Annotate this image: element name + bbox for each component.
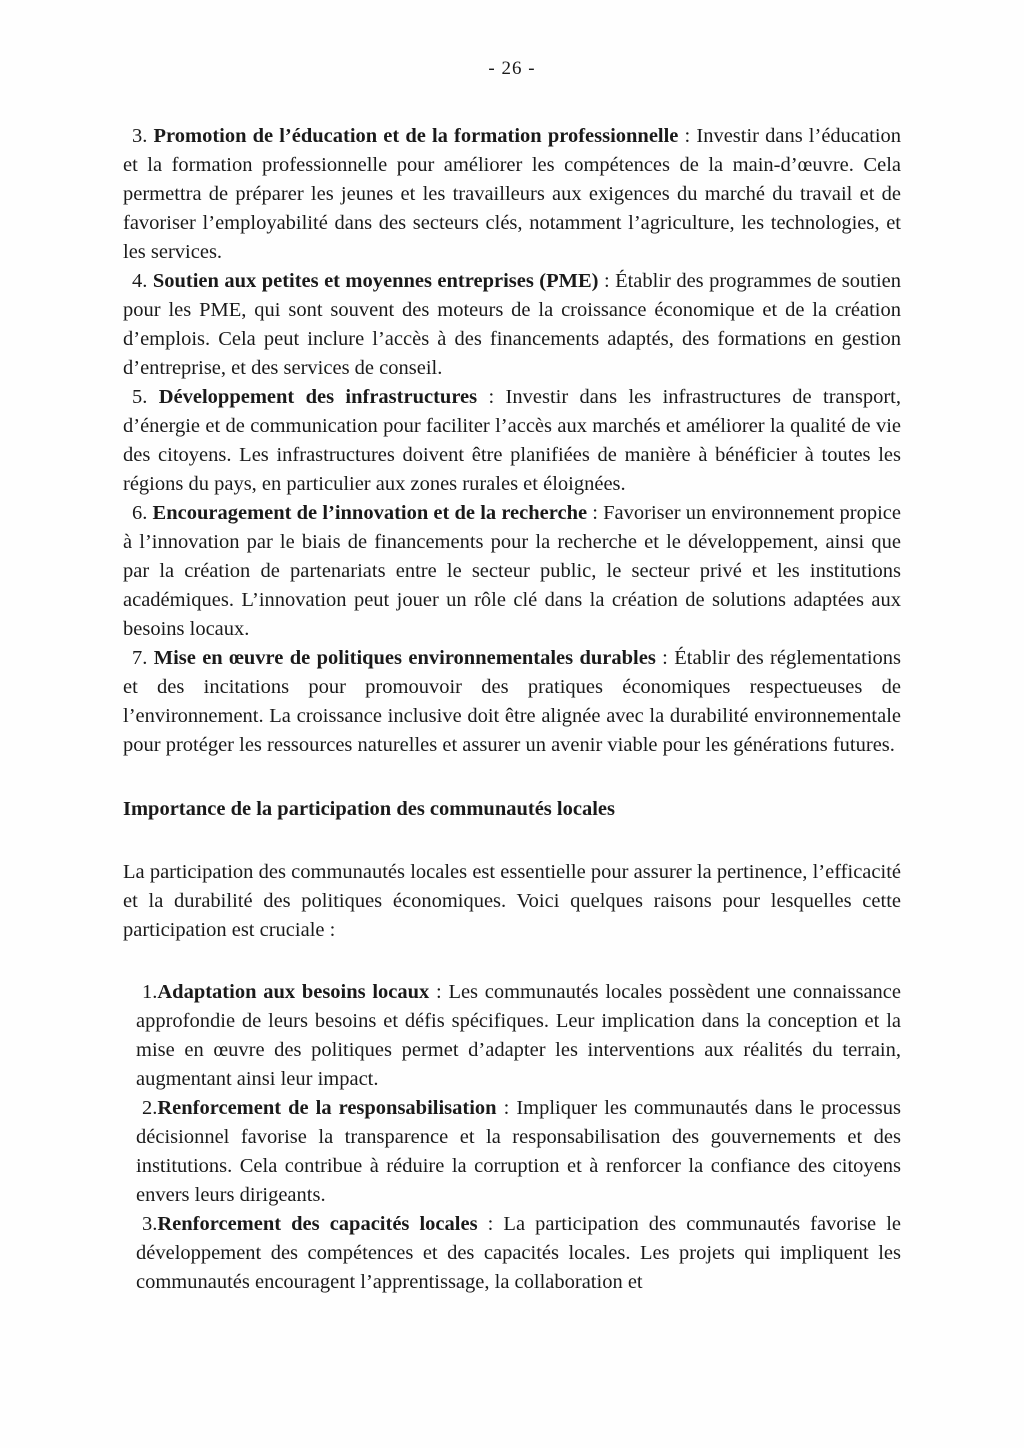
section-heading-participation: Importance de la participation des communautés locales xyxy=(123,798,615,820)
list-item-soutien-pme xyxy=(123,267,901,383)
item-body: Investir dans les infrastructures de transport, d’énergie et de communication pour faciliter l’accès aux marchés et améliorer la qualité de vie des citoyens. Les infrastructures doivent être planifiées de manière à bénéficier à toutes les régions du pays, en particulier aux zones rurales et éloignées. xyxy=(123,386,902,495)
item-title: Soutien aux petites et moyennes entreprises (PME) xyxy=(152,270,599,292)
item-body: Les communautés locales possèdent une connaissance approfondie de leurs besoins et défis spécifiques. Leur implication dans la conception et la mise en œuvre des politiques permet d’adapter les interventions aux réalités du terrain, augmentant ainsi leur impact. xyxy=(136,981,901,1090)
list-item-promotion-education xyxy=(123,122,901,267)
item-number: 1. xyxy=(142,981,158,1003)
list-item-developpement-infrastructures xyxy=(123,383,901,499)
item-separator: : xyxy=(684,125,691,147)
list-item-adaptation-besoins xyxy=(136,978,901,1094)
page-number: - 26 - xyxy=(488,58,536,79)
item-number: 6. xyxy=(132,502,148,524)
item-separator: : xyxy=(503,1097,510,1119)
item-body: Favoriser un environnement propice à l’innovation par le biais de financements pour la recherche et le développement, ainsi que par la création de partenariats entre le secteur public, le secteur privé et les institutions académiques. L’innovation peut jouer un rôle clé dans la création de solutions adaptées aux besoins locaux. xyxy=(123,502,901,640)
participation-list xyxy=(123,978,901,1297)
item-number: 4. xyxy=(132,270,148,292)
list-item-renforcement-capacites xyxy=(136,1210,901,1297)
list-item-encouragement-innovation xyxy=(123,499,901,644)
item-title: Adaptation aux besoins locaux xyxy=(157,981,430,1003)
item-number: 7. xyxy=(132,647,148,669)
item-body: Établir des programmes de soutien pour les PME, qui sont souvent des moteurs de la croissance économique et de la création d’emplois. Cela peut inclure l’accès à des financements adaptés, des formations en gestion d’entreprise, et des services de conseil. xyxy=(123,270,902,379)
item-separator: : xyxy=(592,502,598,524)
item-title: Mise en œuvre de politiques environnementales durables xyxy=(153,647,656,669)
item-separator: : xyxy=(603,270,610,292)
item-body: Investir dans l’éducation et la formation professionnelle pour améliorer les compétences de la main-d’œuvre. Cela permettra de préparer les jeunes et les travailleurs aux exigences du marché du travail et de favoriser l’employabilité dans des secteurs clés, notamment l’agriculture, les technologies, et les services. xyxy=(123,125,902,263)
item-title: Développement des infrastructures xyxy=(158,386,478,408)
item-body: Établir des réglementations et des incitations pour promouvoir des pratiques économiques respectueuses de l’environnement. La croissance inclusive doit être alignée avec la durabilité environnementale pour protéger les ressources naturelles et assurer un avenir viable pour les générations futures. xyxy=(123,647,901,756)
item-title: Encouragement de l’innovation et de la recherche xyxy=(152,502,588,524)
item-separator: : xyxy=(488,386,495,408)
item-number: 3. xyxy=(132,125,148,147)
item-separator: : xyxy=(662,647,668,669)
item-title: Renforcement de la responsabilisation xyxy=(157,1097,497,1119)
item-body: La participation des communautés favorise le développement des compétences et des capacités locales. Les projets qui impliquent les communautés encouragent l’apprentissage, la collaboration et xyxy=(136,1213,902,1293)
item-separator: : xyxy=(436,981,442,1003)
item-number: 5. xyxy=(132,386,148,408)
list-item-renforcement-responsabilisation xyxy=(136,1094,901,1210)
intro-paragraph: La participation des communautés locales est essentielle pour assurer la pertinence, l’efficacité et la durabilité des politiques économiques. Voici quelques raisons pour lesquelles cette participation est cruciale : xyxy=(123,861,901,941)
item-title: Promotion de l’éducation et de la formation professionnelle xyxy=(153,125,679,147)
item-number: 3. xyxy=(142,1213,158,1235)
item-title: Renforcement des capacités locales xyxy=(157,1213,478,1235)
item-separator: : xyxy=(487,1213,494,1235)
policy-list xyxy=(123,122,901,760)
item-body: Impliquer les communautés dans le processus décisionnel favorise la transparence et la responsabilisation des gouvernements et des institutions. Cela contribue à réduire la corruption et à renforcer la confiance des citoyens envers leurs dirigeants. xyxy=(136,1097,902,1206)
item-number: 2. xyxy=(142,1097,158,1119)
list-item-mise-en-oeuvre-politiques xyxy=(123,644,901,760)
